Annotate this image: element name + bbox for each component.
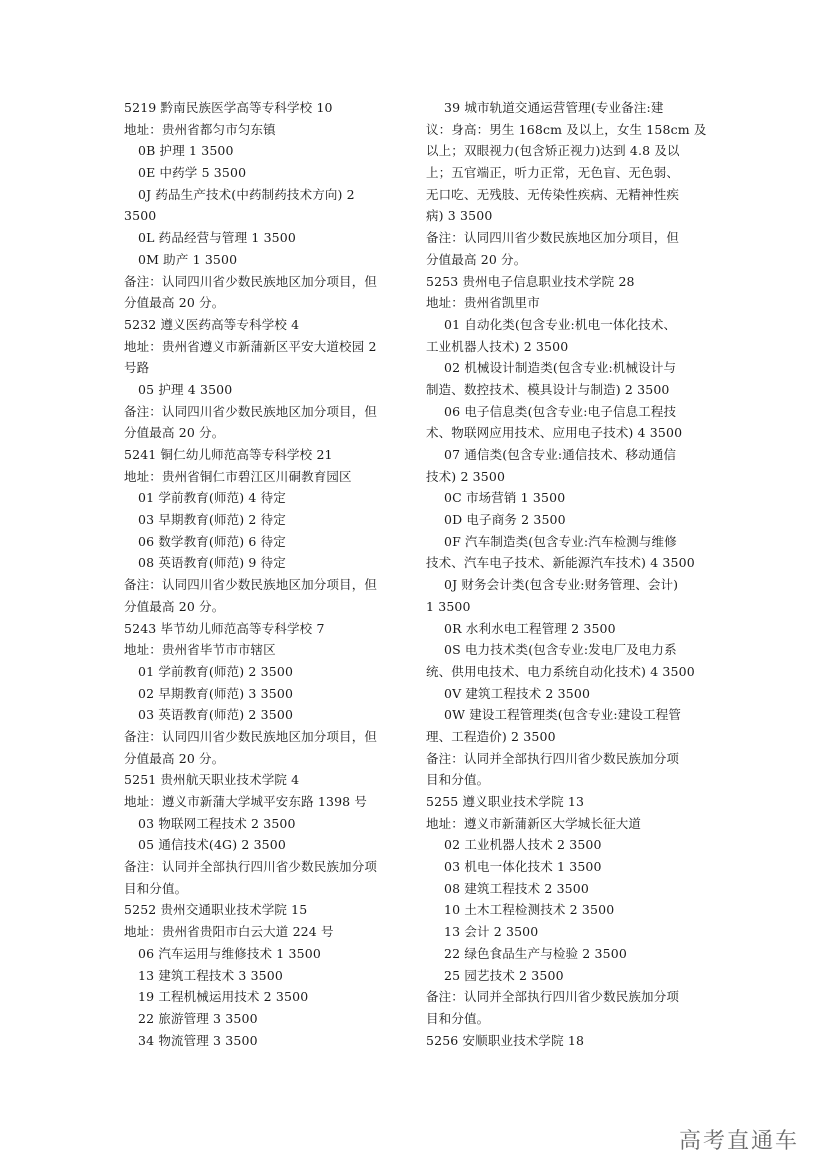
text-line: 0W 建设工程管理类(包含专业:建设工程管 bbox=[444, 707, 682, 723]
text-line: 13 会计 2 3500 bbox=[444, 924, 539, 940]
text-line: 01 学前教育(师范) 4 待定 bbox=[138, 490, 286, 506]
text-line: 目和分值。 bbox=[124, 880, 188, 896]
text-line: 备注：认同并全部执行四川省少数民族加分项 bbox=[426, 750, 680, 766]
text-line: 病) 3 3500 bbox=[426, 208, 493, 224]
text-line: 19 工程机械运用技术 2 3500 bbox=[138, 989, 309, 1005]
text-line: 08 英语教育(师范) 9 待定 bbox=[138, 555, 286, 571]
text-line: 0J 药品生产技术(中药制药技术方向) 2 bbox=[138, 186, 355, 202]
text-line: 5251 贵州航天职业技术学院 4 bbox=[124, 772, 300, 788]
text-line: 03 早期教育(师范) 2 待定 bbox=[138, 512, 286, 528]
text-line: 0E 中药学 5 3500 bbox=[138, 165, 247, 181]
text-line: 0V 建筑工程技术 2 3500 bbox=[444, 685, 591, 701]
text-line: 01 自动化类(包含专业:机电一体化技术、 bbox=[444, 316, 677, 332]
text-line: 分值最高 20 分。 bbox=[124, 598, 225, 614]
text-line: 0S 电力技术类(包含专业:发电厂及电力系 bbox=[444, 642, 677, 658]
text-line: 05 通信技术(4G) 2 3500 bbox=[138, 837, 286, 853]
text-line: 以上；双眼视力(包含矫正视力)达到 4.8 及以 bbox=[426, 143, 680, 159]
text-line: 0F 汽车制造类(包含专业:汽车检测与维修 bbox=[444, 533, 677, 549]
text-line: 地址：贵州省贵阳市白云大道 224 号 bbox=[124, 924, 334, 940]
text-line: 无口吃、无残肢、无传染性疾病、无精神性疾 bbox=[426, 186, 680, 202]
text-line: 5256 安顺职业技术学院 18 bbox=[426, 1032, 585, 1048]
text-line: 地址：贵州省毕节市市辖区 bbox=[124, 642, 276, 658]
text-line: 03 机电一体化技术 1 3500 bbox=[444, 859, 602, 875]
text-line: 13 建筑工程技术 3 3500 bbox=[138, 967, 283, 983]
text-line: 技术) 2 3500 bbox=[426, 468, 506, 484]
text-line: 0C 市场营销 1 3500 bbox=[444, 490, 566, 506]
text-line: 备注：认同四川省少数民族地区加分项目，但 bbox=[124, 273, 378, 289]
text-line: 0M 助产 1 3500 bbox=[138, 251, 238, 267]
text-line: 分值最高 20 分。 bbox=[124, 750, 225, 766]
text-line: 上；五官端正，听力正常，无色盲、无色弱、 bbox=[426, 165, 680, 181]
watermark: 高考直通车 bbox=[678, 1129, 799, 1154]
text-line: 39 城市轨道交通运营管理(专业备注:建 bbox=[444, 100, 664, 115]
text-line: 5232 遵义医药高等专科学校 4 bbox=[124, 316, 300, 332]
text-line: 03 物联网工程技术 2 3500 bbox=[138, 815, 296, 831]
text-line: 1 3500 bbox=[426, 598, 471, 614]
text-line: 分值最高 20 分。 bbox=[124, 425, 225, 441]
text-line: 目和分值。 bbox=[426, 1010, 490, 1026]
text-line: 地址：贵州省凯里市 bbox=[426, 295, 540, 311]
text-line: 5241 铜仁幼儿师范高等专科学校 21 bbox=[124, 447, 333, 462]
text-line: 分值最高 20 分。 bbox=[426, 251, 527, 267]
text-line: 3500 bbox=[124, 208, 157, 224]
text-line: 统、供用电技术、电力系统自动化技术) 4 3500 bbox=[426, 663, 695, 679]
text-line: 5252 贵州交通职业技术学院 15 bbox=[124, 902, 308, 918]
text-line: 备注：认同并全部执行四川省少数民族加分项 bbox=[124, 859, 378, 875]
left-column bbox=[124, 97, 404, 1051]
text-line: 08 建筑工程技术 2 3500 bbox=[444, 880, 589, 896]
text-line: 备注：认同四川省少数民族地区加分项目，但 bbox=[124, 728, 378, 744]
text-line: 02 早期教育(师范) 3 3500 bbox=[138, 685, 294, 701]
text-line: 0D 电子商务 2 3500 bbox=[444, 512, 566, 528]
text-line: 0R 水利水电工程管理 2 3500 bbox=[444, 620, 616, 636]
text-line: 03 英语教育(师范) 2 3500 bbox=[138, 707, 294, 723]
text-line: 25 园艺技术 2 3500 bbox=[444, 967, 564, 983]
text-line: 制造、数控技术、模具设计与制造) 2 3500 bbox=[426, 381, 670, 397]
text-line: 工业机器人技术) 2 3500 bbox=[426, 338, 569, 354]
text-line: 5243 毕节幼儿师范高等专科学校 7 bbox=[124, 620, 325, 636]
text-line: 地址：贵州省铜仁市碧江区川硐教育园区 bbox=[124, 468, 352, 484]
right-column bbox=[426, 97, 711, 1051]
text-line: 技术、汽车电子技术、新能源汽车技术) 4 3500 bbox=[426, 555, 695, 571]
text-line: 备注：认同四川省少数民族地区加分项目，但 bbox=[426, 230, 680, 246]
text-line: 06 汽车运用与维修技术 1 3500 bbox=[138, 945, 321, 961]
text-line: 地址：遵义市新蒲大学城平安东路 1398 号 bbox=[124, 794, 368, 809]
text-line: 02 机械设计制造类(包含专业:机械设计与 bbox=[444, 360, 677, 376]
text-line: 10 土木工程检测技术 2 3500 bbox=[444, 902, 615, 918]
text-line: 02 工业机器人技术 2 3500 bbox=[444, 837, 602, 853]
text-line: 地址：贵州省遵义市新蒲新区平安大道校园 2 bbox=[124, 338, 377, 354]
text-line: 理、工程造价) 2 3500 bbox=[426, 728, 556, 744]
text-line: 0L 药品经营与管理 1 3500 bbox=[138, 230, 296, 246]
text-line: 22 绿色食品生产与检验 2 3500 bbox=[444, 945, 627, 961]
text-line: 5219 黔南民族医学高等专科学校 10 bbox=[124, 100, 333, 115]
text-line: 备注：认同四川省少数民族地区加分项目，但 bbox=[124, 577, 378, 593]
text-line: 34 物流管理 3 3500 bbox=[138, 1032, 258, 1048]
text-line: 分值最高 20 分。 bbox=[124, 295, 225, 311]
text-line: 06 数学教育(师范) 6 待定 bbox=[138, 533, 286, 549]
text-line: 0J 财务会计类(包含专业:财务管理、会计) bbox=[444, 577, 679, 593]
text-line: 0B 护理 1 3500 bbox=[138, 143, 234, 159]
text-line: 目和分值。 bbox=[426, 772, 490, 788]
text-line: 议：身高：男生 168cm 及以上，女生 158cm 及 bbox=[426, 121, 707, 137]
text-line: 05 护理 4 3500 bbox=[138, 381, 233, 397]
text-line: 01 学前教育(师范) 2 3500 bbox=[138, 663, 294, 679]
text-line: 5253 贵州电子信息职业技术学院 28 bbox=[426, 273, 635, 289]
text-line: 5255 遵义职业技术学院 13 bbox=[426, 794, 585, 809]
text-line: 备注：认同并全部执行四川省少数民族加分项 bbox=[426, 989, 680, 1005]
text-line: 06 电子信息类(包含专业:电子信息工程技 bbox=[444, 403, 677, 419]
text-line: 地址：遵义市新蒲新区大学城长征大道 bbox=[426, 815, 642, 831]
text-line: 备注：认同四川省少数民族地区加分项目，但 bbox=[124, 403, 378, 419]
text-line: 07 通信类(包含专业:通信技术、移动通信 bbox=[444, 447, 677, 462]
text-line: 号路 bbox=[124, 360, 150, 376]
text-line: 术、物联网应用技术、应用电子技术) 4 3500 bbox=[426, 425, 683, 441]
text-line: 22 旅游管理 3 3500 bbox=[138, 1010, 258, 1026]
text-line: 地址：贵州省都匀市匀东镇 bbox=[124, 121, 276, 137]
